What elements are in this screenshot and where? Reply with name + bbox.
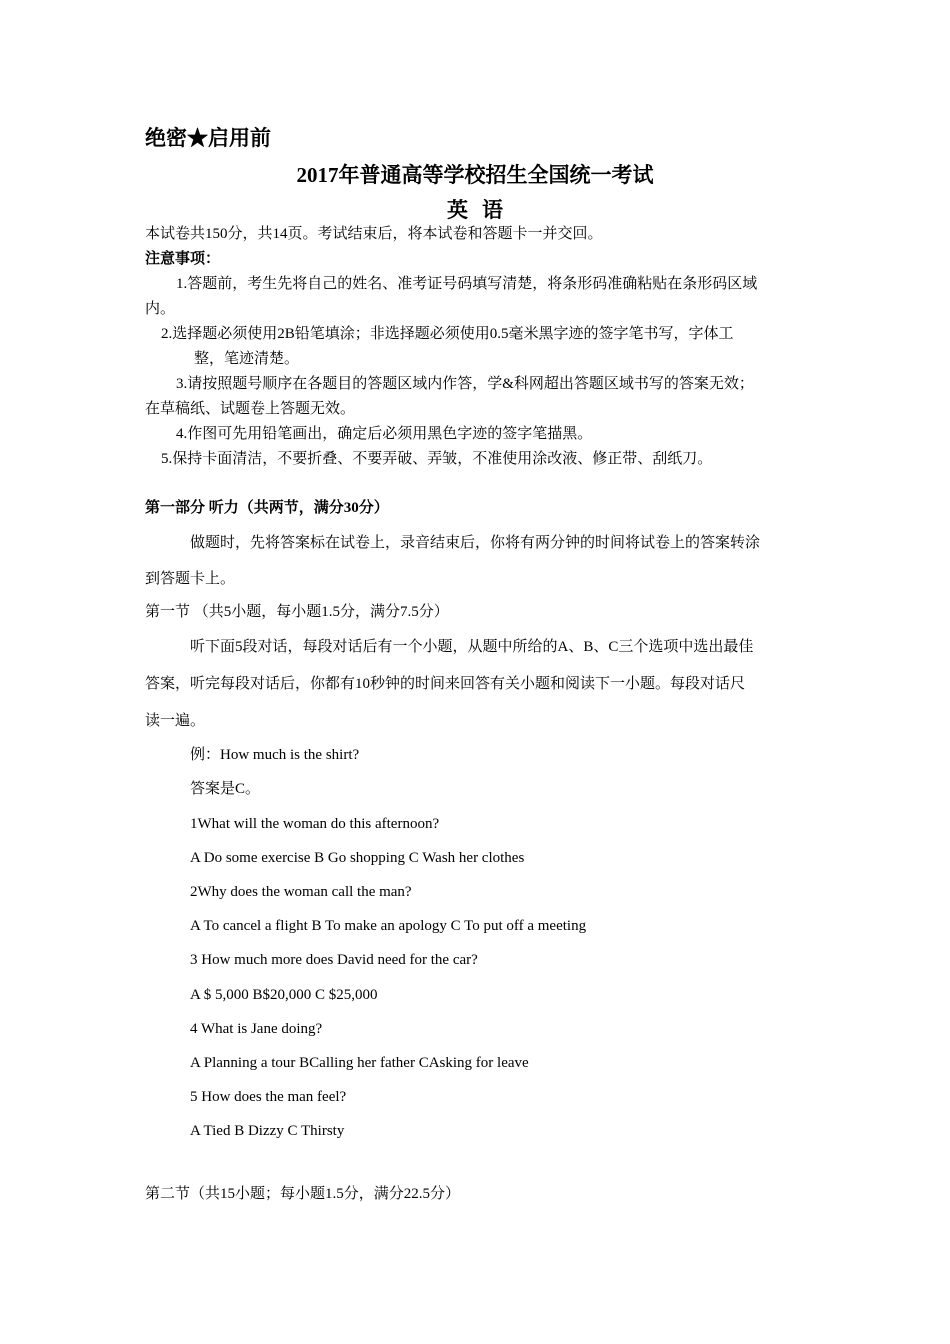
question-options: A Tied B Dizzy C Thirsty — [190, 1123, 345, 1139]
section1-instruction: 读一遍。 — [145, 713, 206, 729]
question-text: 5 How does the man feel? — [190, 1089, 347, 1105]
question-options: A To cancel a flight B To make an apology C To put off a meeting — [190, 918, 587, 934]
exam-title: 2017年普通高等学校招生全国统一考试 — [296, 163, 654, 187]
notice-line: 3.请按照题号顺序在各题目的答题区域内作答，学&科网超出答题区域书写的答案无效； — [176, 376, 754, 392]
section2-heading: 第二节（共15小题；每小题1.5分，满分22.5分） — [145, 1186, 461, 1202]
question-options: A $ 5,000 B$20,000 C $25,000 — [190, 987, 378, 1003]
example-question: 例：How much is the shirt? — [190, 747, 360, 763]
section1-instruction: 答案，听完每段对话后，你都有10秒钟的时间来回答有关小题和阅读下一小题。每段对话尺 — [145, 676, 746, 692]
question-text: 1What will the woman do this afternoon? — [190, 816, 440, 832]
notice-heading: 注意事项： — [145, 251, 221, 267]
section1-instruction: 听下面5段对话，每段对话后有一个小题，从题中所给的A、B、C三个选项中选出最佳 — [190, 639, 754, 655]
notice-line: 在草稿纸、试题卷上答题无效。 — [145, 401, 356, 417]
question-text: 4 What is Jane doing? — [190, 1021, 323, 1037]
confidential-label: 绝密★启用前 — [145, 126, 271, 150]
notice-line: 内。 — [145, 301, 176, 317]
question-options: A Do some exercise B Go shopping C Wash her clothes — [190, 850, 525, 866]
question-options: A Planning a tour BCalling her father CAsking for leave — [190, 1055, 529, 1071]
notice-line: 4.作图可先用铅笔画出，确定后必须用黑色字迹的签字笔描黑。 — [176, 426, 593, 442]
example-answer: 答案是C。 — [190, 781, 261, 797]
notice-line: 1.答题前，考生先将自己的姓名、准考证号码填写清楚，将条形码准确粘贴在条形码区域 — [176, 276, 758, 292]
intro-text: 本试卷共150分，共14页。考试结束后，将本试卷和答题卡一并交回。 — [145, 226, 603, 242]
notice-line: 5.保持卡面清洁，不要折叠、不要弄破、弄皱，不准使用涂改液、修正带、刮纸刀。 — [161, 451, 713, 467]
part1-instruction: 做题时，先将答案标在试卷上，录音结束后，你将有两分钟的时间将试卷上的答案转涂 — [190, 535, 761, 551]
part1-heading: 第一部分 听力（共两节，满分30分） — [145, 500, 389, 516]
notice-line: 整，笔迹清楚。 — [194, 351, 300, 367]
part1-instruction: 到答题卡上。 — [145, 571, 236, 587]
section1-heading: 第一节 （共5小题，每小题1.5分，满分7.5分） — [145, 604, 449, 620]
subject-title: 英语 — [447, 198, 517, 222]
question-text: 3 How much more does David need for the car? — [190, 952, 478, 968]
question-text: 2Why does the woman call the man? — [190, 884, 412, 900]
notice-line: 2.选择题必须使用2B铅笔填涂；非选择题必须使用0.5毫米黑字迹的签字笔书写，字体工 — [161, 326, 734, 342]
